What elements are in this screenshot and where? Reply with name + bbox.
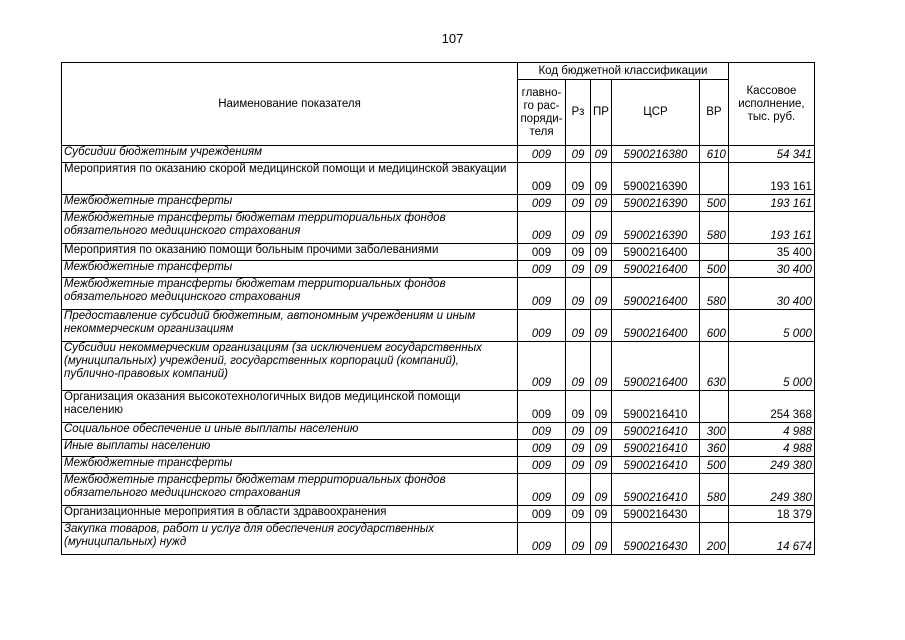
row-rz: 09 [566, 523, 591, 555]
row-sum: 249 380 [728, 474, 814, 506]
row-vr: 610 [699, 146, 728, 163]
row-pr: 09 [591, 423, 612, 440]
row-rz: 09 [566, 212, 591, 244]
row-chief-administrator: 009 [518, 261, 566, 278]
row-sum: 193 161 [728, 195, 814, 212]
row-pr: 09 [591, 212, 612, 244]
row-pr: 09 [591, 163, 612, 195]
row-rz: 09 [566, 261, 591, 278]
header-name: Наименование показателя [62, 63, 518, 146]
row-pr: 09 [591, 440, 612, 457]
header-budget-code: Код бюджетной классификации [518, 63, 729, 80]
row-csr: 5900216430 [611, 523, 699, 555]
row-csr: 5900216410 [611, 474, 699, 506]
row-rz: 09 [566, 457, 591, 474]
row-vr [699, 163, 728, 195]
row-csr: 5900216410 [611, 440, 699, 457]
row-pr: 09 [591, 195, 612, 212]
row-chief-administrator: 009 [518, 163, 566, 195]
row-csr: 5900216410 [611, 457, 699, 474]
row-pr: 09 [591, 310, 612, 342]
row-pr: 09 [591, 474, 612, 506]
row-name: Межбюджетные трансферты бюджетам территориальных фондов обязательного медицинского страхования [62, 278, 518, 310]
table-row [62, 261, 815, 278]
row-vr: 500 [699, 195, 728, 212]
row-rz: 09 [566, 506, 591, 523]
table-row [62, 506, 815, 523]
row-sum: 18 379 [728, 506, 814, 523]
row-name: Межбюджетные трансферты [62, 261, 518, 278]
row-rz: 09 [566, 440, 591, 457]
row-pr: 09 [591, 244, 612, 261]
row-sum: 5 000 [728, 310, 814, 342]
row-vr: 600 [699, 310, 728, 342]
page-number: 107 [441, 31, 464, 46]
row-csr: 5900216390 [611, 195, 699, 212]
row-name: Межбюджетные трансферты [62, 195, 518, 212]
row-chief-administrator: 009 [518, 310, 566, 342]
row-vr: 200 [699, 523, 728, 555]
row-sum: 193 161 [728, 212, 814, 244]
row-pr: 09 [591, 261, 612, 278]
row-chief-administrator: 009 [518, 440, 566, 457]
row-csr: 5900216400 [611, 342, 699, 391]
row-sum: 30 400 [728, 261, 814, 278]
row-rz: 09 [566, 310, 591, 342]
row-rz: 09 [566, 423, 591, 440]
table-row [62, 391, 815, 423]
row-name: Организационные мероприятия в области здравоохранения [62, 506, 518, 523]
row-rz: 09 [566, 391, 591, 423]
table-row [62, 163, 815, 195]
row-csr: 5900216400 [611, 310, 699, 342]
row-vr: 500 [699, 457, 728, 474]
header-csr: ЦСР [611, 80, 699, 146]
header-chief-administrator: главно- го рас- поряди- теля [518, 80, 566, 146]
table-row [62, 244, 815, 261]
row-sum: 4 988 [728, 423, 814, 440]
row-csr: 5900216390 [611, 163, 699, 195]
row-chief-administrator: 009 [518, 342, 566, 391]
row-name: Организация оказания высокотехнологичных видов медицинской помощи населению [62, 391, 518, 423]
header-vr: ВР [699, 80, 728, 146]
row-vr [699, 244, 728, 261]
row-name: Межбюджетные трансферты бюджетам территориальных фондов обязательного медицинского страхования [62, 212, 518, 244]
row-vr: 360 [699, 440, 728, 457]
row-sum: 14 674 [728, 523, 814, 555]
row-vr: 580 [699, 278, 728, 310]
row-name: Мероприятия по оказанию помощи больным прочими заболеваниями [62, 244, 518, 261]
header-rz: Рз [566, 80, 591, 146]
row-chief-administrator: 009 [518, 278, 566, 310]
row-pr: 09 [591, 457, 612, 474]
row-vr [699, 391, 728, 423]
table-row [62, 474, 815, 506]
row-name: Мероприятия по оказанию скорой медицинской помощи и медицинской эвакуации [62, 163, 518, 195]
row-rz: 09 [566, 342, 591, 391]
row-name: Субсидии некоммерческим организациям (за исключением государственных (муниципальных) учреждений, государственных корпораций (компаний), публично-правовых компаний) [62, 342, 518, 391]
row-chief-administrator: 009 [518, 506, 566, 523]
row-chief-administrator: 009 [518, 457, 566, 474]
row-csr: 5900216380 [611, 146, 699, 163]
row-chief-administrator: 009 [518, 146, 566, 163]
row-csr: 5900216410 [611, 423, 699, 440]
row-chief-administrator: 009 [518, 423, 566, 440]
table-row [62, 212, 815, 244]
row-rz: 09 [566, 146, 591, 163]
row-pr: 09 [591, 523, 612, 555]
row-pr: 09 [591, 506, 612, 523]
row-sum: 4 988 [728, 440, 814, 457]
table-row [62, 423, 815, 440]
row-chief-administrator: 009 [518, 474, 566, 506]
row-rz: 09 [566, 244, 591, 261]
header-pr: ПР [591, 80, 612, 146]
header-cash-execution: Кассовое исполнение, тыс. руб. [728, 63, 814, 146]
row-rz: 09 [566, 195, 591, 212]
row-vr: 500 [699, 261, 728, 278]
row-sum: 35 400 [728, 244, 814, 261]
row-vr: 580 [699, 474, 728, 506]
row-pr: 09 [591, 278, 612, 310]
row-name: Социальное обеспечение и иные выплаты населению [62, 423, 518, 440]
table-row [62, 457, 815, 474]
row-csr: 5900216400 [611, 244, 699, 261]
row-vr [699, 506, 728, 523]
row-sum: 249 380 [728, 457, 814, 474]
table-row [62, 310, 815, 342]
row-csr: 5900216400 [611, 278, 699, 310]
row-vr: 580 [699, 212, 728, 244]
row-rz: 09 [566, 278, 591, 310]
row-pr: 09 [591, 146, 612, 163]
row-sum: 54 341 [728, 146, 814, 163]
table-row [62, 440, 815, 457]
row-csr: 5900216410 [611, 391, 699, 423]
row-chief-administrator: 009 [518, 391, 566, 423]
row-chief-administrator: 009 [518, 195, 566, 212]
row-rz: 09 [566, 163, 591, 195]
row-chief-administrator: 009 [518, 523, 566, 555]
row-sum: 30 400 [728, 278, 814, 310]
row-name: Межбюджетные трансферты [62, 457, 518, 474]
row-vr: 630 [699, 342, 728, 391]
row-name: Иные выплаты населению [62, 440, 518, 457]
row-csr: 5900216390 [611, 212, 699, 244]
table-body [62, 146, 815, 555]
row-chief-administrator: 009 [518, 212, 566, 244]
row-sum: 254 368 [728, 391, 814, 423]
table-row [62, 278, 815, 310]
row-sum: 193 161 [728, 163, 814, 195]
row-csr: 5900216400 [611, 261, 699, 278]
row-pr: 09 [591, 391, 612, 423]
row-name: Предоставление субсидий бюджетным, автономным учреждениям и иным некоммерческим организациям [62, 310, 518, 342]
row-name: Межбюджетные трансферты бюджетам территориальных фондов обязательного медицинского страхования [62, 474, 518, 506]
budget-table [61, 62, 815, 555]
row-chief-administrator: 009 [518, 244, 566, 261]
table-row [62, 523, 815, 555]
row-rz: 09 [566, 474, 591, 506]
row-vr: 300 [699, 423, 728, 440]
row-pr: 09 [591, 342, 612, 391]
row-sum: 5 000 [728, 342, 814, 391]
row-name: Закупка товаров, работ и услуг для обеспечения государственных (муниципальных) нужд [62, 523, 518, 555]
row-name: Субсидии бюджетным учреждениям [62, 146, 518, 163]
table-row [62, 146, 815, 163]
table-row [62, 342, 815, 391]
row-csr: 5900216430 [611, 506, 699, 523]
table-row [62, 195, 815, 212]
